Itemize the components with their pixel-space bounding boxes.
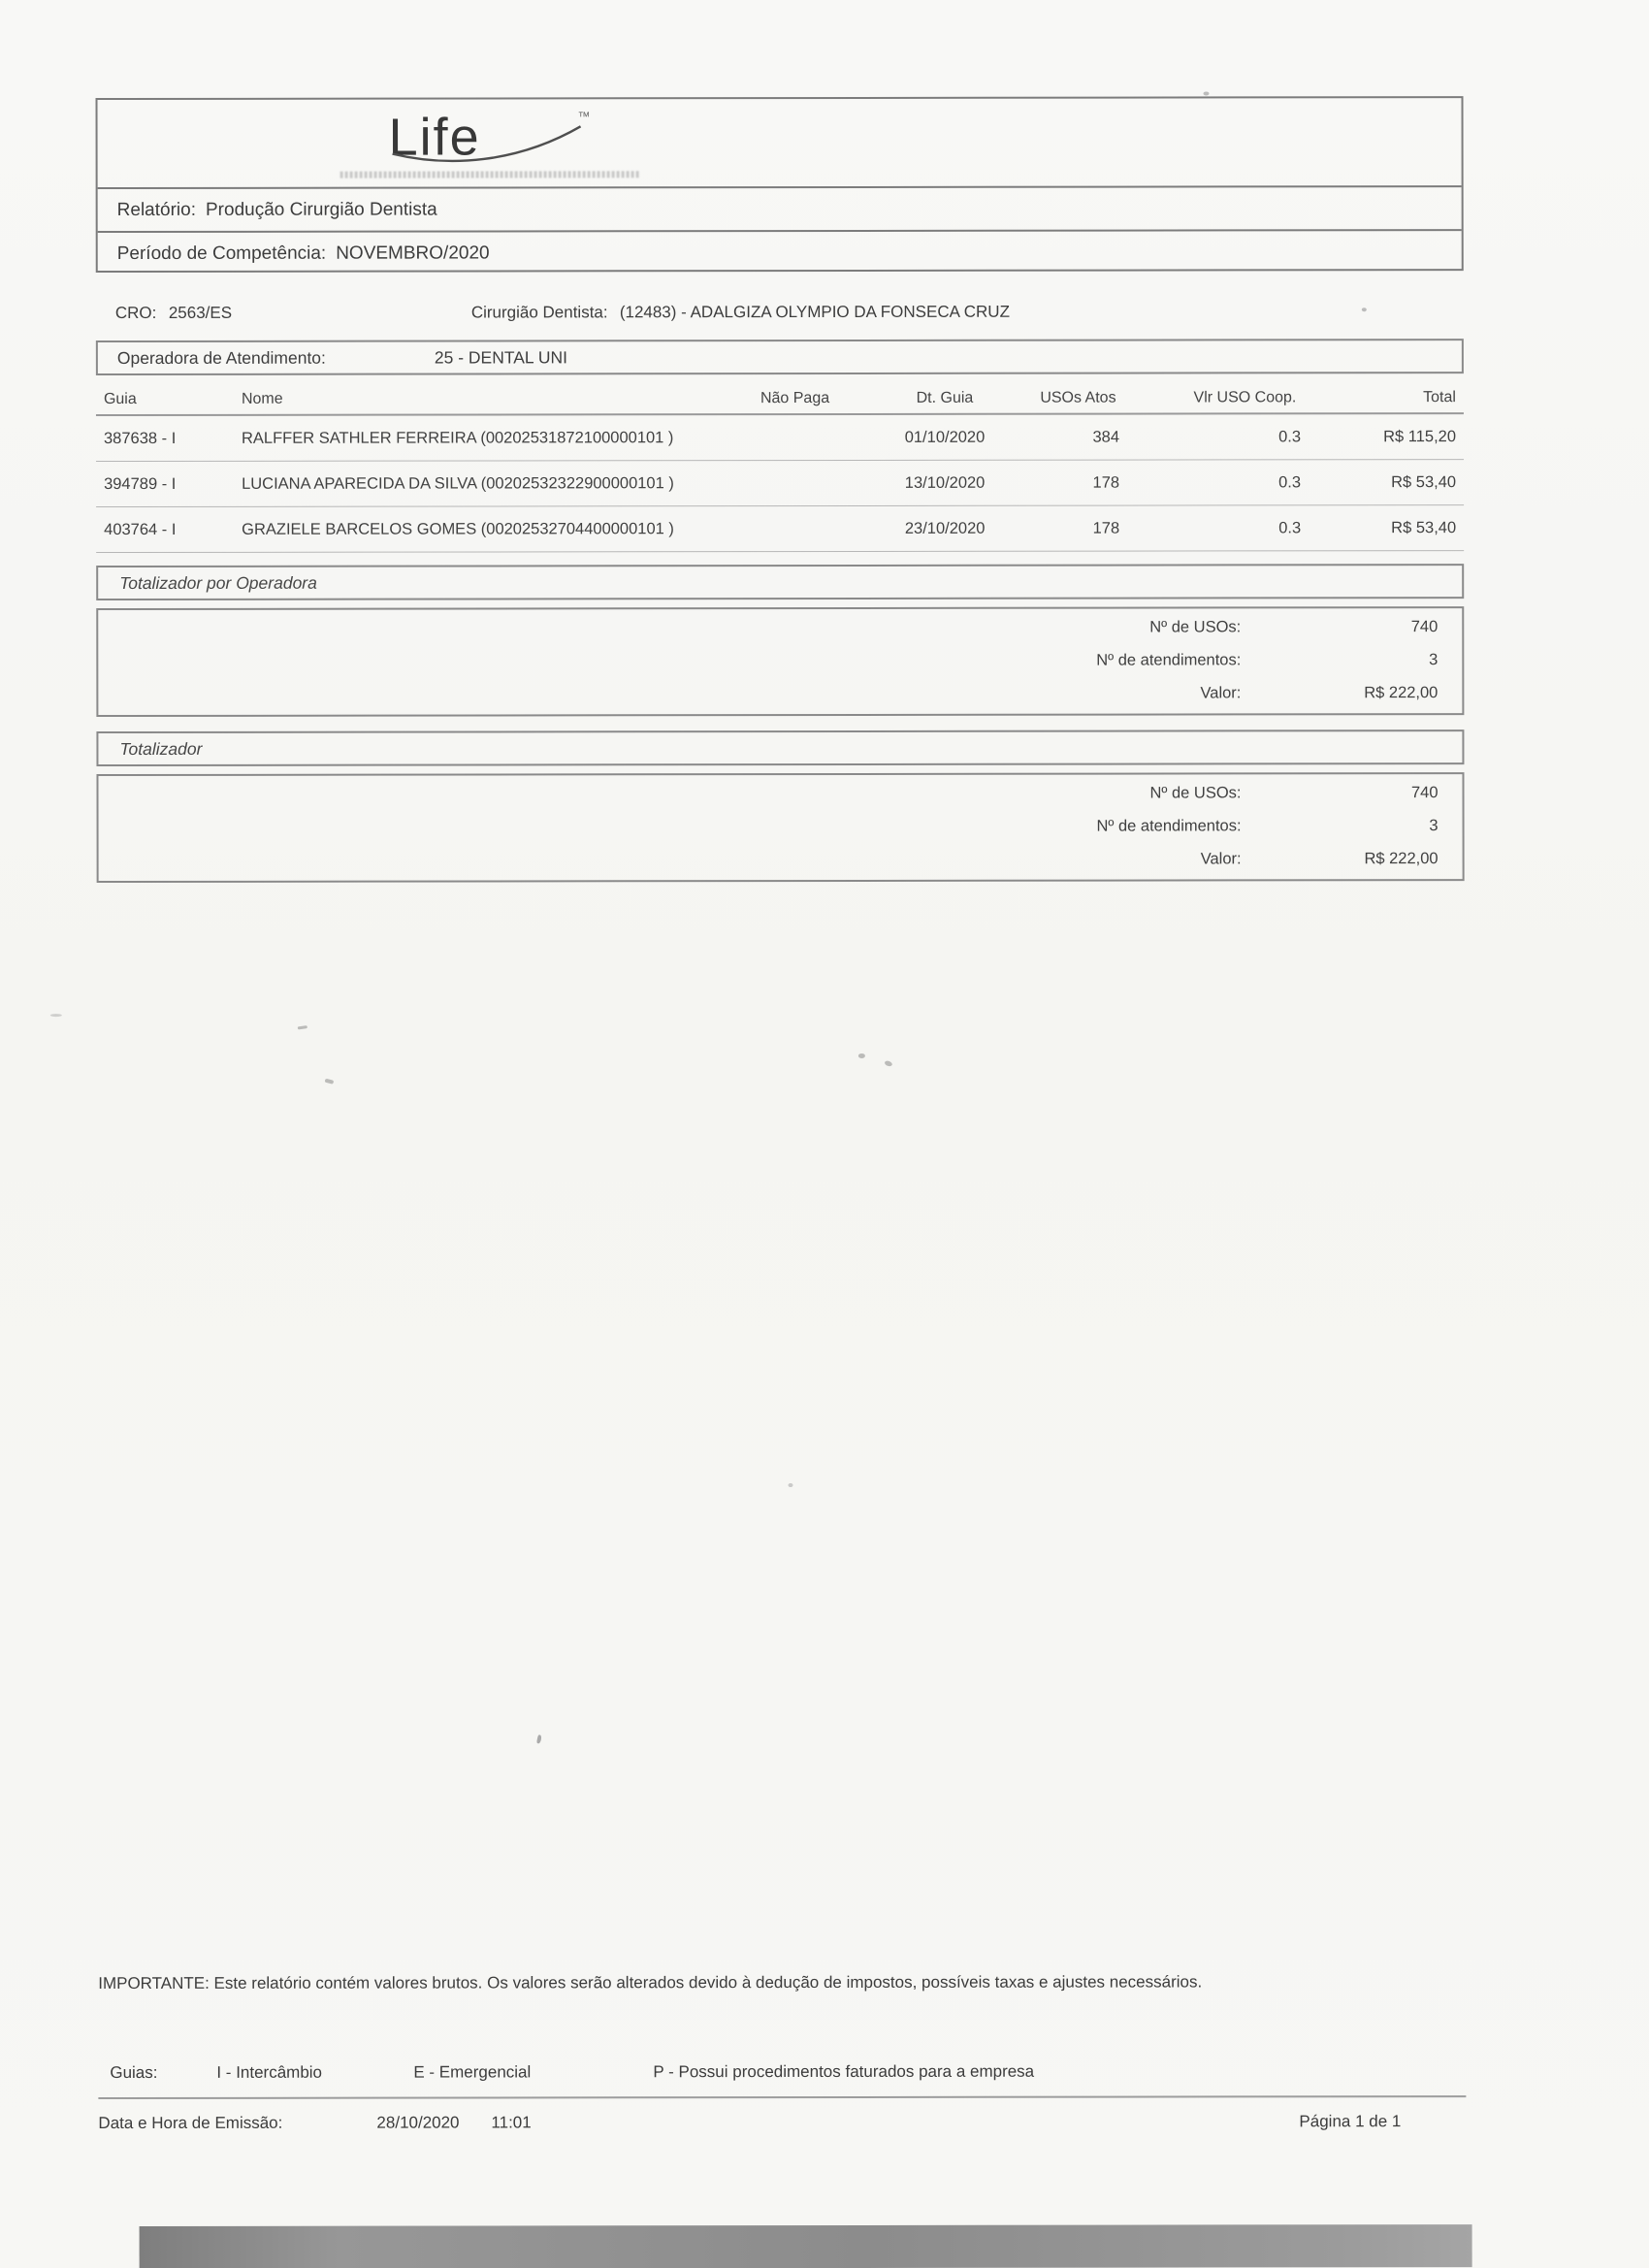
dentist-info-row: [0, 302, 1648, 327]
cell-total: R$ 115,20: [1383, 428, 1457, 446]
cell-usos-atos: 178: [1092, 519, 1120, 537]
col-header-total: Total: [1423, 389, 1456, 406]
totals-label: Valor:: [1200, 850, 1242, 868]
cell-nome: RALFFER SATHLER FERREIRA (00202531872100000101 ): [241, 429, 674, 447]
totals-value: R$ 222,00: [1364, 850, 1439, 868]
footer-divider: [98, 2095, 1466, 2099]
cell-dt-guia: 23/10/2020: [904, 519, 986, 537]
totals-value: 740: [1410, 784, 1439, 802]
scan-artifact: [1362, 308, 1367, 311]
guias-label: Guias:: [110, 2062, 158, 2083]
cell-total: R$ 53,40: [1391, 519, 1457, 537]
report-title-row: [98, 187, 1462, 231]
totals-row-atendimentos: [98, 651, 1462, 678]
totals-row-usos: [98, 618, 1462, 645]
totals-value: 740: [1410, 618, 1439, 636]
scan-artifact: [789, 1483, 793, 1487]
cell-total: R$ 53,40: [1391, 473, 1457, 492]
page-number: Página 1 de 1: [1299, 2112, 1402, 2131]
cell-dt-guia: 13/10/2020: [904, 473, 986, 492]
legend-faturados: P - Possui procedimentos faturados para a empresa: [653, 2061, 1035, 2082]
cro-label: CRO:: [114, 303, 157, 323]
period-label: Período de Competência:: [116, 243, 327, 265]
totals-label: Nº de USOs:: [1149, 618, 1242, 636]
cell-guia: 403764 - I: [104, 520, 177, 539]
cell-nome: GRAZIELE BARCELOS GOMES (00202532704400000101 ): [242, 520, 674, 538]
logo-swoosh-icon: [381, 105, 604, 178]
cell-vlr-uso: 0.3: [1278, 473, 1302, 492]
col-header-nome: Nome: [241, 390, 283, 407]
legend-intercambio: I - Intercâmbio: [216, 2062, 323, 2082]
report-value: Produção Cirurgião Dentista: [205, 199, 437, 220]
emission-time: 11:01: [491, 2113, 532, 2132]
scan-artifact: [536, 1734, 542, 1744]
cell-vlr-uso: 0.3: [1278, 428, 1302, 446]
totals-label: Nº de atendimentos:: [1096, 651, 1242, 669]
legend-emergencial: E - Emergencial: [413, 2062, 532, 2082]
emission-date: 28/10/2020: [376, 2113, 460, 2132]
logo-row: [98, 98, 1462, 189]
logo-text: Life: [388, 108, 481, 167]
totals-row-atendimentos: [99, 817, 1463, 844]
operator-totals-title: Totalizador por Operadora: [96, 564, 1464, 600]
dentist-value: (12483) - ADALGIZA OLYMPIO DA FONSECA CRUZ: [619, 302, 1010, 322]
cro-value: 2563/ES: [168, 303, 233, 322]
totals-label: Nº de atendimentos:: [1096, 817, 1242, 835]
scan-artifact: [298, 1025, 307, 1029]
emission-row: [1, 2112, 1649, 2139]
totals-value: R$ 222,00: [1364, 684, 1439, 702]
operator-box: [96, 339, 1464, 375]
scan-artifact: [884, 1060, 892, 1067]
totals-label: Valor:: [1200, 684, 1242, 702]
totals-value: 3: [1429, 651, 1439, 669]
table-header-row: [96, 381, 1464, 416]
life-logo: [389, 107, 612, 184]
grand-totals-title: Totalizador: [96, 729, 1464, 766]
table-row: [96, 505, 1464, 553]
table-row: [96, 460, 1464, 507]
scan-artifact: [1204, 91, 1210, 95]
important-note: IMPORTANTE: Este relatório contém valores brutos. Os valores serão alterados devido à dedução de impostos, possíveis taxas e ajustes necessários.: [98, 1972, 1203, 1993]
guias-legend-row: [1, 2061, 1649, 2089]
col-header-usos-atos: USOs Atos: [1040, 389, 1116, 406]
cell-vlr-uso: 0.3: [1278, 519, 1302, 537]
logo-tagline: [340, 171, 641, 178]
totals-row-valor: [98, 684, 1462, 711]
logo-trademark-icon: ™: [577, 109, 591, 124]
cell-guia: 387638 - I: [103, 429, 177, 448]
period-row: [98, 229, 1462, 273]
cell-usos-atos: 178: [1092, 473, 1120, 492]
emission-label: Data e Hora de Emissão:: [98, 2113, 283, 2133]
totals-value: 3: [1429, 817, 1439, 835]
operator-value: 25 - DENTAL UNI: [434, 347, 568, 368]
cell-usos-atos: 384: [1092, 428, 1120, 446]
totals-row-valor: [99, 850, 1463, 877]
scan-artifact: [325, 1079, 335, 1085]
col-header-nao-paga: Não Paga: [760, 389, 830, 407]
report-header-box: [96, 96, 1464, 273]
cell-guia: 394789 - I: [104, 474, 177, 494]
totals-row-usos: [98, 784, 1462, 811]
col-header-guia: Guia: [103, 390, 137, 408]
report-label: Relatório:: [116, 199, 197, 221]
period-value: NOVEMBRO/2020: [336, 243, 490, 264]
totals-label: Nº de USOs:: [1149, 784, 1242, 802]
col-header-vlr-uso-coop: Vlr USO Coop.: [1193, 389, 1297, 406]
cell-dt-guia: 01/10/2020: [904, 428, 986, 446]
scan-artifact: [858, 1053, 865, 1058]
cell-nome: LUCIANA APARECIDA DA SILVA (00202532322900000101 ): [242, 474, 674, 493]
grand-totals-box: [96, 772, 1464, 883]
scan-artifact: [50, 1014, 62, 1017]
dentist-label: Cirurgião Dentista:: [470, 303, 608, 322]
operator-label: Operadora de Atendimento:: [116, 347, 326, 369]
scanner-edge-bar: [140, 2224, 1472, 2268]
table-row: [96, 414, 1464, 462]
col-header-dt-guia: Dt. Guia: [916, 389, 974, 406]
operator-totals-box: [96, 606, 1464, 717]
